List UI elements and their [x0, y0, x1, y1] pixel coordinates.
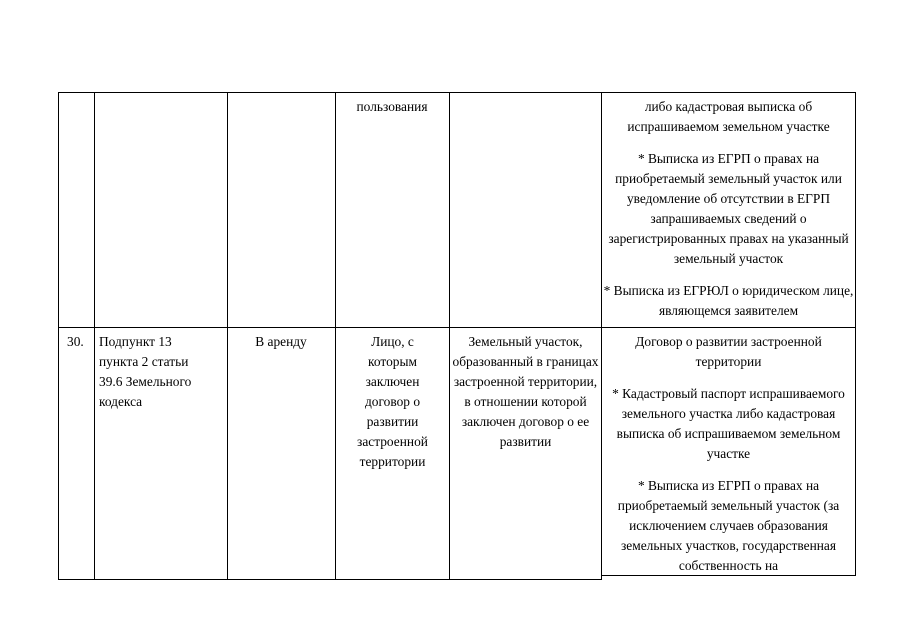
document-paragraph: * Выписка из ЕГРЮЛ о юридическом лице, являющемся заявителем: [603, 283, 854, 318]
row-divider: [58, 327, 856, 328]
col-border-1: [94, 92, 95, 580]
land-plot-cell: Земельный участок, образованный в границах застроенной территории, в отношении которой заключен договор о ее развитии: [452, 334, 599, 449]
document-paragraph: либо кадастровая выписка об испрашиваемом земельном участке: [627, 99, 830, 134]
col-border-2: [227, 92, 228, 580]
col-border-right: [855, 92, 856, 576]
document-paragraph: * Выписка из ЕГРП о правах на приобретаемый земельный участок или уведомление об отсутствии в ЕГРП запрашиваемых сведений о зарегистрированных правах на указанный земельный участок: [608, 151, 849, 266]
grant-type-cell: В аренду: [255, 334, 307, 349]
document-paragraph: * Кадастровый паспорт испрашиваемого земельного участка либо кадастровая выписка об испрашиваемом земельном участке: [612, 386, 845, 461]
row-number: 30.: [67, 334, 84, 349]
col-border-3: [335, 92, 336, 580]
col-border-5: [601, 92, 602, 580]
col-border-4: [449, 92, 450, 580]
legal-basis-cell: Подпункт 13 пункта 2 статьи 39.6 Земельного кодекса: [99, 334, 192, 409]
applicant-cell: Лицо, с которым заключен договор о развитии застроенной территории: [357, 334, 428, 469]
document-paragraph: * Выписка из ЕГРП о правах на приобретаемый земельный участок (за исключением случаев образования земельных участков, государственная собственность на: [617, 478, 840, 573]
continuation-documents-cell: [603, 97, 854, 321]
row30-documents-cell: [603, 332, 854, 576]
continuation-col4-text: пользования: [356, 99, 428, 114]
col-border-left: [58, 92, 59, 580]
table-top-border: [58, 92, 856, 93]
document-paragraph: Договор о развитии застроенной территории: [635, 334, 822, 369]
table-bottom-border: [58, 579, 601, 580]
